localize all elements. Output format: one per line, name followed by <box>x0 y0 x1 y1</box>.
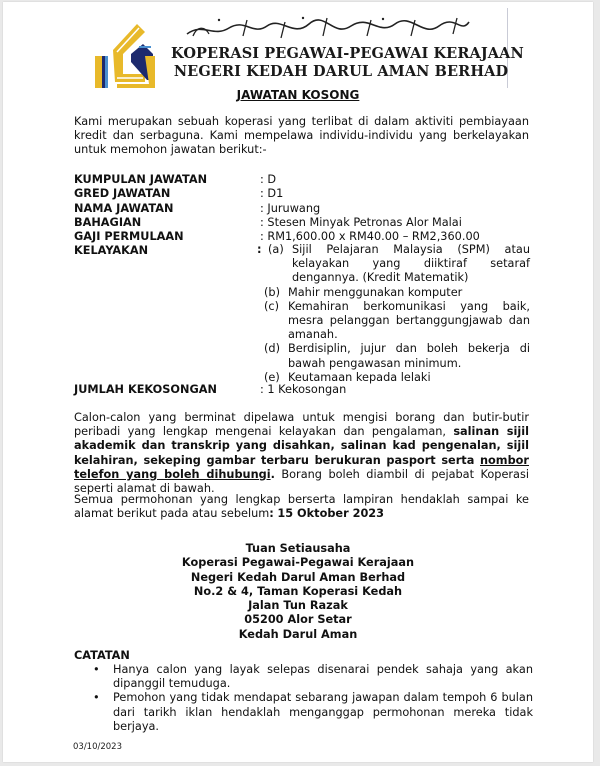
field-label: NAMA JAWATAN <box>74 201 174 215</box>
form-collection-note: Borang boleh diambil di pejabat Koperasi seperti alamat di bawah. <box>74 467 530 496</box>
field-value: : D1 <box>260 187 284 201</box>
note-text: Hanya calon yang layak selepas disenarai pendek sahaja yang akan dipanggil temuduga. <box>113 663 533 691</box>
qualifications-list <box>257 243 530 385</box>
letterhead <box>3 2 593 90</box>
field-row <box>74 173 544 187</box>
document-page <box>3 2 593 762</box>
koperasi-logo-icon <box>95 12 157 90</box>
field-row <box>74 187 544 201</box>
note-item <box>93 663 533 691</box>
address-line: Negeri Kedah Darul Aman Berhad <box>190 570 406 584</box>
intro-paragraph: Kami merupakan sebuah koperasi yang terlibat di dalam aktiviti pembiayaan kredit dan serbaguna. Kami mempelawa individu-individu yang berkelayakan untuk memohon jawatan berikut:- <box>74 115 529 157</box>
org-name-line2: NEGERI KEDAH DARUL AMAN BERHAD <box>173 63 509 80</box>
note-item <box>93 691 533 734</box>
qualification-text: Berdisiplin, jujur dan boleh bekerja di bawah pengawasan minimum. <box>288 342 530 370</box>
notes-list <box>93 663 533 734</box>
field-label: GAJI PERMULAAN <box>74 230 184 244</box>
address-line: 05200 Alor Setar <box>244 613 352 627</box>
document-title: JAWATAN KOSONG <box>236 88 360 102</box>
qualification-text: Mahir menggunakan komputer <box>288 285 463 299</box>
field-value: : Juruwang <box>260 201 321 215</box>
deadline-date: 15 Oktober 2023 <box>277 507 385 521</box>
deadline-text: Semua permohonan yang lengkap berserta lampiran hendaklah sampai ke alamat berikut pada atau sebelum <box>74 493 529 521</box>
field-row <box>74 202 544 216</box>
field-label: KUMPULAN JAWATAN <box>74 173 208 186</box>
qualification-letter: (e) <box>264 370 280 384</box>
required-documents: salinan sijil akademik dan transkrip yang disahkan, salinan kad pengenalan, sijil kelahiran, sekeping gambar terbaru berukuran pasport serta <box>74 425 529 467</box>
qualification-letter: (b) <box>264 285 280 299</box>
qualification-item <box>268 243 530 286</box>
org-name-line1: KOPERASI PEGAWAI-PEGAWAI KERAJAAN <box>171 45 524 62</box>
address-line: No.2 & 4, Taman Koperasi Kedah <box>193 584 403 598</box>
mailing-address <box>3 542 593 642</box>
qualifications-colon: : <box>257 243 262 256</box>
qualification-letter: (a) <box>268 243 284 256</box>
address-line: Tuan Setiausaha <box>245 542 351 555</box>
field-label: GRED JAWATAN <box>74 187 171 201</box>
field-label: KELAYAKAN <box>74 244 149 258</box>
field-value: : D <box>260 173 277 186</box>
application-instructions <box>74 411 529 496</box>
footer-date: 03/10/2023 <box>73 742 122 752</box>
address-line: Jalan Tun Razak <box>248 599 348 613</box>
qualification-text: Sijil Pelajaran Malaysia (SPM) atau kelayakan yang diiktiraf setaraf dengannya. (Kredit Matematik) <box>292 243 530 285</box>
bullet-icon: • <box>93 663 100 676</box>
bullet-icon: • <box>93 691 100 705</box>
period: . <box>270 467 275 481</box>
notes-title: CATATAN <box>74 649 130 662</box>
field-label: BAHAGIAN <box>74 215 142 229</box>
vacancy-count-row <box>74 383 346 397</box>
qualification-text: Kemahiran berkomunikasi yang baik, mesra pelanggan bertanggungjawab dan amanah. <box>288 299 530 342</box>
qualification-item <box>264 300 530 343</box>
vacancy-value: : 1 Kekosongan <box>260 383 347 396</box>
field-row <box>74 216 544 230</box>
jawi-org-name <box>183 14 473 42</box>
deadline-paragraph <box>74 493 529 521</box>
vacancy-label: JUMLAH KEKOSONGAN <box>74 383 217 396</box>
qualification-letter: (c) <box>264 299 280 313</box>
field-value: : RM1,600.00 x RM40.00 – RM2,360.00 <box>260 230 480 244</box>
qualification-item <box>264 286 530 300</box>
qualification-text: Keutamaan kepada lelaki <box>288 370 431 384</box>
address-line: Koperasi Pegawai-Pegawai Kerajaan <box>181 556 415 570</box>
phone-requirement: nombor telefon yang boleh dihubungi <box>74 453 529 481</box>
address-line: Kedah Darul Aman <box>238 627 358 641</box>
deadline-colon: : <box>269 507 274 521</box>
application-text: Calon-calon yang berminat dipelawa untuk mengisi borang dan butir-butir peribadi yang lengkap mengenai kelayakan dan pengalaman, <box>74 411 529 439</box>
qualification-item <box>264 342 530 370</box>
qualification-letter: (d) <box>264 342 280 356</box>
note-text: Pemohon yang tidak mendapat sebarang jawapan dalam tempoh 6 bulan dari tarikh iklan hendaklah menganggap permohonan mereka tidak berjaya. <box>113 691 533 733</box>
field-value: : Stesen Minyak Petronas Alor Malai <box>260 215 462 229</box>
